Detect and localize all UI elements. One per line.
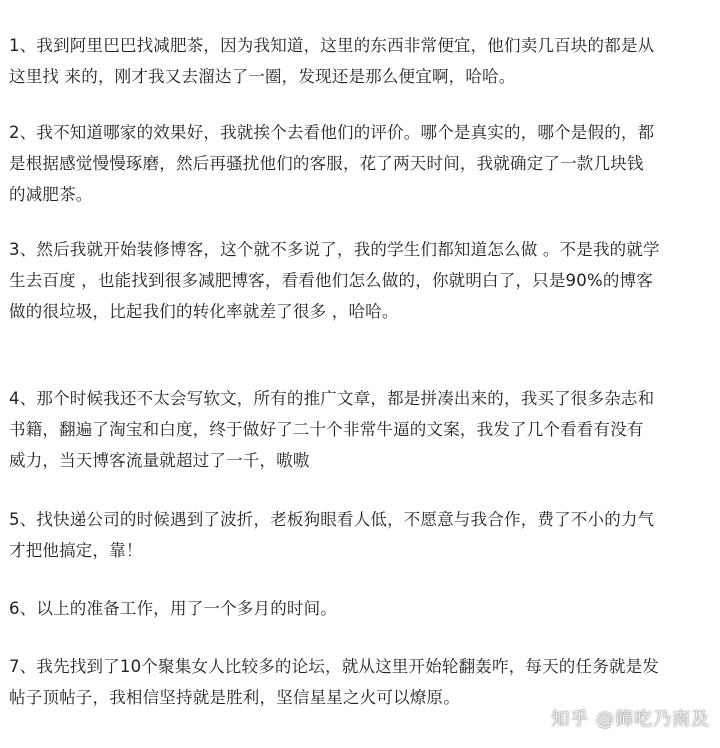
paragraph-line: 1、我到阿里巴巴找减肥茶，因为我知道，这里的东西非常便宜，他们卖几百块的都是从 [9,36,655,55]
watermark-text: 知乎 @筛吃乃南及 [551,709,710,730]
watermark [551,705,710,731]
paragraph-5 [9,504,713,566]
paragraph-line: 2、我不知道哪家的效果好，我就挨个去看他们的评价。哪个是真实的，哪个是假的，都 [9,123,655,142]
paragraph-line: 6、以上的准备工作，用了一个多月的时间。 [9,599,337,618]
paragraph-line: 的减肥茶。 [9,185,93,204]
paragraph-line: 3、然后我就开始装修博客，这个就不多说了，我的学生们都知道怎么做 。不是我的就学 [9,240,660,259]
paragraph-line: 做的很垃圾，比起我们的转化率就差了很多 ，哈哈。 [9,302,399,321]
paragraph-3 [9,234,713,327]
paragraph-line: 帖子顶帖子，我相信坚持就是胜利，坚信星星之火可以燎原。 [9,688,460,707]
paragraph-1 [9,30,713,92]
paragraph-line: 是根据感觉慢慢琢磨，然后再骚扰他们的客服，花了两天时间，我就确定了一款几块钱 [9,154,644,173]
paragraph-line: 书籍，翻遍了淘宝和白度，终于做好了二十个非常牛逼的文案，我发了几个看看有没有 [9,420,644,439]
paragraph-4 [9,383,713,476]
paragraph-line: 7、我先找到了10个聚集女人比较多的论坛，就从这里开始轮翻轰咋，每天的任务就是发 [9,657,659,676]
paragraph-line: 4、那个时候我还不太会写软文，所有的推广文章，都是拼凑出来的，我买了很多杂志和 [9,389,655,408]
paragraph-line: 5、找快递公司的时候遇到了波折，老板狗眼看人低，不愿意与我合作，费了不小的力气 [9,510,655,529]
paragraph-line: 这里找 来的，刚才我又去溜达了一圈，发现还是那么便宜啊，哈哈。 [9,67,516,86]
paragraph-7 [9,651,713,713]
paragraph-2 [9,117,713,210]
paragraph-6 [9,593,713,624]
paragraph-line: 威力，当天博客流量就超过了一千，嗷嗷 [9,451,310,470]
paragraph-line: 生去百度 ，也能找到很多减肥博客，看看他们怎么做的，你就明白了，只是90%的博客 [9,271,653,290]
paragraph-line: 才把他搞定，靠！ [9,541,143,560]
